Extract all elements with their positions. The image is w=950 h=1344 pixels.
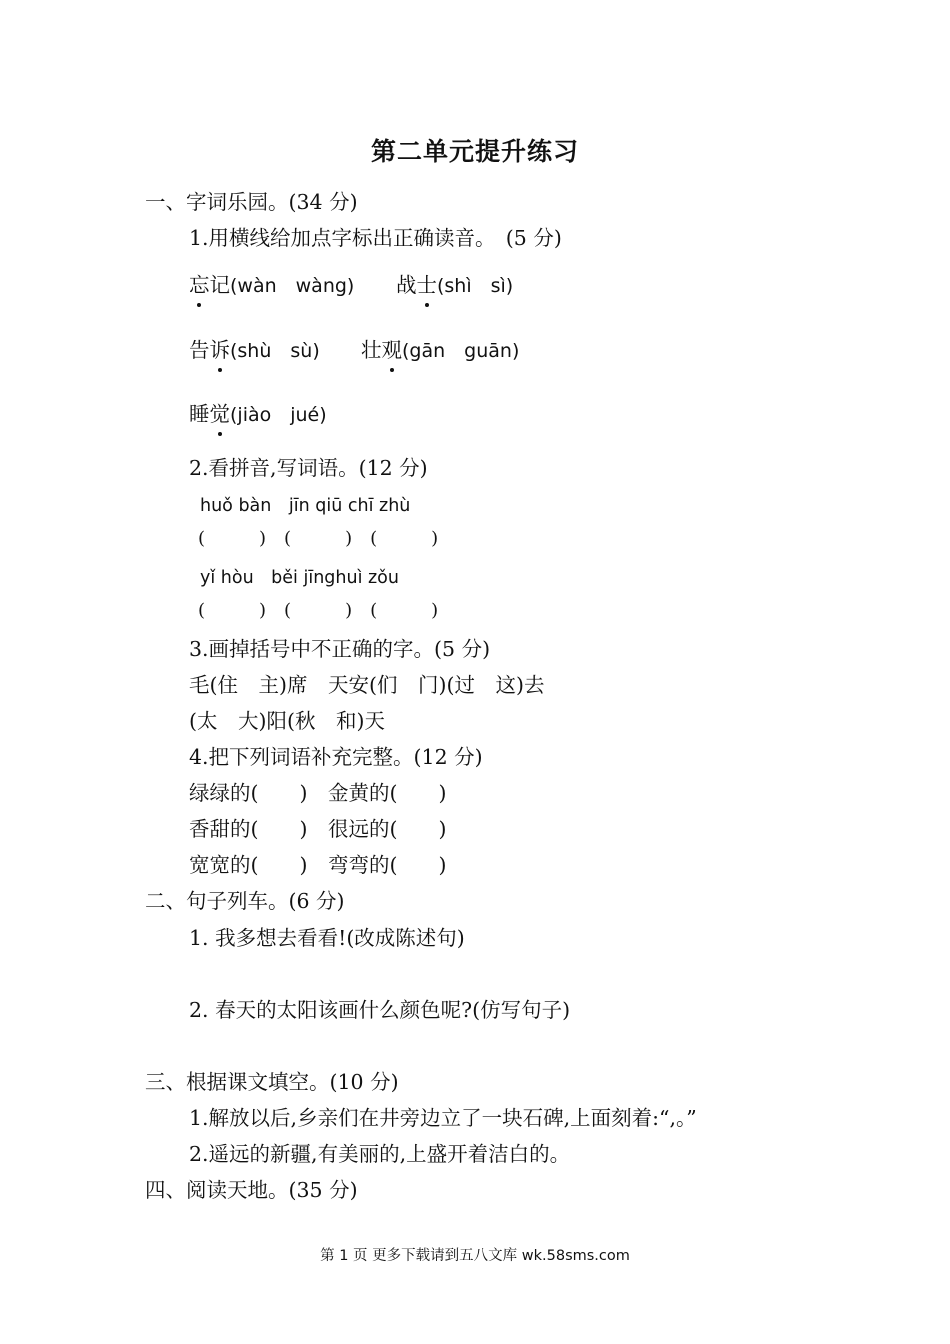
section-1-heading: 一、字词乐园。(34 分) xyxy=(145,190,358,214)
dotted-char: 士 xyxy=(417,268,438,298)
pinyin-options: (jiào jué) xyxy=(230,404,327,426)
page-title: 第二单元提升练习 xyxy=(370,137,579,166)
pinyin-options: (gān guān) xyxy=(402,340,520,362)
question-1-2: 2.看拼音,写词语。(12 分) xyxy=(189,456,428,480)
question-2-2: 2. 春天的太阳该画什么颜色呢?(仿写句子) xyxy=(189,998,571,1022)
pinyin-row-1: huǒ bàn jīn qiū chī zhù xyxy=(200,496,411,516)
question-3-1: 1.解放以后,乡亲们在井旁边立了一块石碑,上面刻着:“,。” xyxy=(189,1106,697,1130)
pinyin-options: (shì sì) xyxy=(437,275,514,297)
question-2-1: 1. 我多想去看看!(改成陈述句) xyxy=(189,926,465,950)
question-3-2: 2.遥远的新疆,有美丽的,上盛开着洁白的。 xyxy=(189,1142,571,1166)
page-footer: 第 1 页 更多下载请到五八文库 wk.58sms.com xyxy=(320,1248,630,1264)
answer-parens-row-2: ( ) ( ) ( ) xyxy=(198,600,439,621)
question-1-3-line-1: 毛(住 主)席 天安(们 门)(过 这)去 xyxy=(189,673,545,697)
question-1-4: 4.把下列词语补充完整。(12 分) xyxy=(189,745,483,769)
answer-parens-row-1: ( ) ( ) ( ) xyxy=(198,528,439,549)
pinyin-options: (shù sù) xyxy=(230,340,320,362)
question-1-4-line-2: 香甜的( ) 很远的( ) xyxy=(189,817,447,841)
dotted-char: 诉 xyxy=(210,333,231,363)
dotted-char: 观 xyxy=(382,333,403,363)
question-1-1: 1.用横线给加点字标出正确读音。 (5 分) xyxy=(189,226,562,250)
pinyin-options: (wàn wàng) xyxy=(230,275,355,297)
pinyin-item-2: 战士(shì sì) xyxy=(396,268,513,298)
section-3-heading: 三、根据课文填空。(10 分) xyxy=(145,1070,399,1094)
pinyin-item-4: 壮观(gān guān) xyxy=(361,333,519,363)
question-1-3-line-2: (太 大)阳(秋 和)天 xyxy=(189,709,385,733)
question-1-4-line-1: 绿绿的( ) 金黄的( ) xyxy=(189,781,447,805)
pinyin-item-1: 忘记(wàn wàng) xyxy=(189,268,354,298)
question-1-4-line-3: 宽宽的( ) 弯弯的( ) xyxy=(189,853,447,877)
pinyin-item-3: 告诉(shù sù) xyxy=(189,333,320,363)
section-4-heading: 四、阅读天地。(35 分) xyxy=(145,1178,358,1202)
question-1-3: 3.画掉括号中不正确的字。(5 分) xyxy=(189,637,491,661)
dotted-char: 忘 xyxy=(189,268,210,298)
section-2-heading: 二、句子列车。(6 分) xyxy=(145,889,345,913)
pinyin-item-5: 睡觉(jiào jué) xyxy=(189,397,327,427)
pinyin-row-2: yǐ hòu běi jīnghuì zǒu xyxy=(200,568,399,588)
dotted-char: 觉 xyxy=(210,397,231,427)
